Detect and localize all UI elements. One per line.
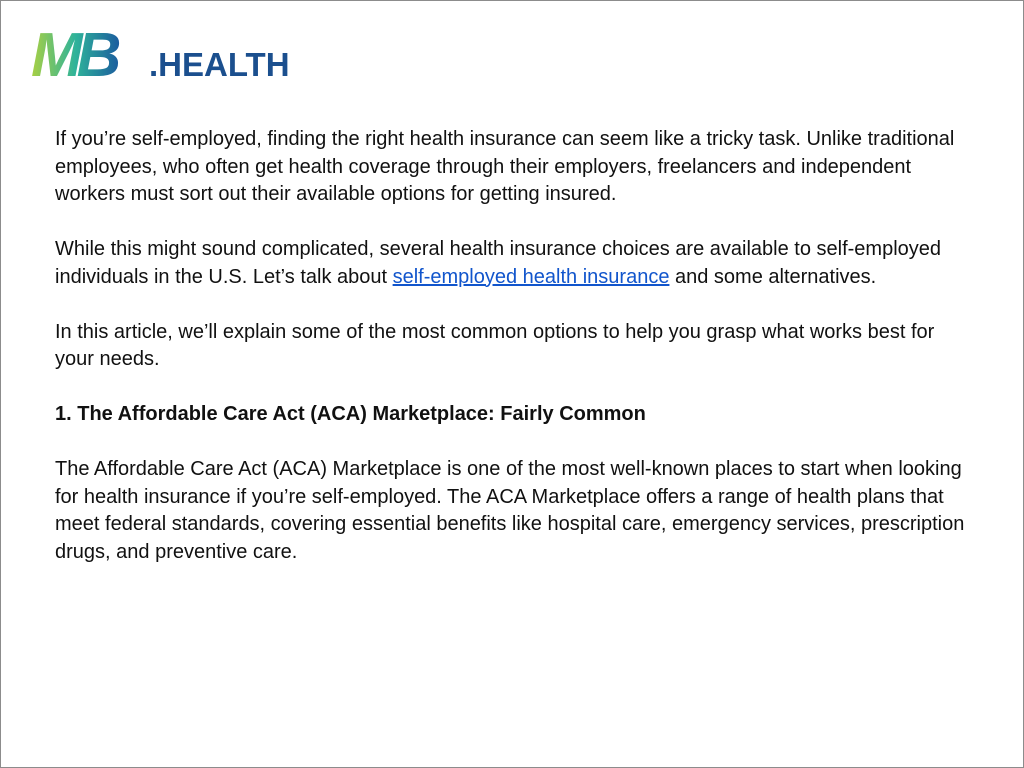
section-heading-aca: 1. The Affordable Care Act (ACA) Marketplace: Fairly Common xyxy=(55,403,646,425)
aca-paragraph: The Affordable Care Act (ACA) Marketplace is one of the most well-known places to start when looking for health insurance if you’re self-employed. The ACA Marketplace offers a range of health plans that meet federal standards, covering essential benefits like hospital care, emergency services, prescription drugs, and preventive care. xyxy=(55,458,965,563)
options-text-after: and some alternatives. xyxy=(669,265,877,288)
article-purpose-paragraph: In this article, we’ll explain some of the most common options to help you grasp what works best for your needs. xyxy=(55,320,935,370)
logo-graphic xyxy=(31,23,295,81)
logo-mark: MB xyxy=(31,23,116,81)
options-text-before: While this might sound complicated, several health insurance choices are available to self-employed individuals in the U.S. Let’s talk about xyxy=(55,238,942,288)
options-paragraph xyxy=(55,236,975,291)
intro-paragraph: If you’re self-employed, finding the right health insurance can seem like a tricky task. Unlike traditional employees, who often get health coverage through their employers, freelancers and independent workers must sort out their available options for getting insured. xyxy=(55,128,955,205)
article-body xyxy=(55,126,975,594)
self-employed-health-insurance-link[interactable]: self-employed health insurance xyxy=(392,265,670,288)
logo-wordmark: .HEALTH xyxy=(149,46,290,81)
mb-health-logo xyxy=(31,23,295,81)
